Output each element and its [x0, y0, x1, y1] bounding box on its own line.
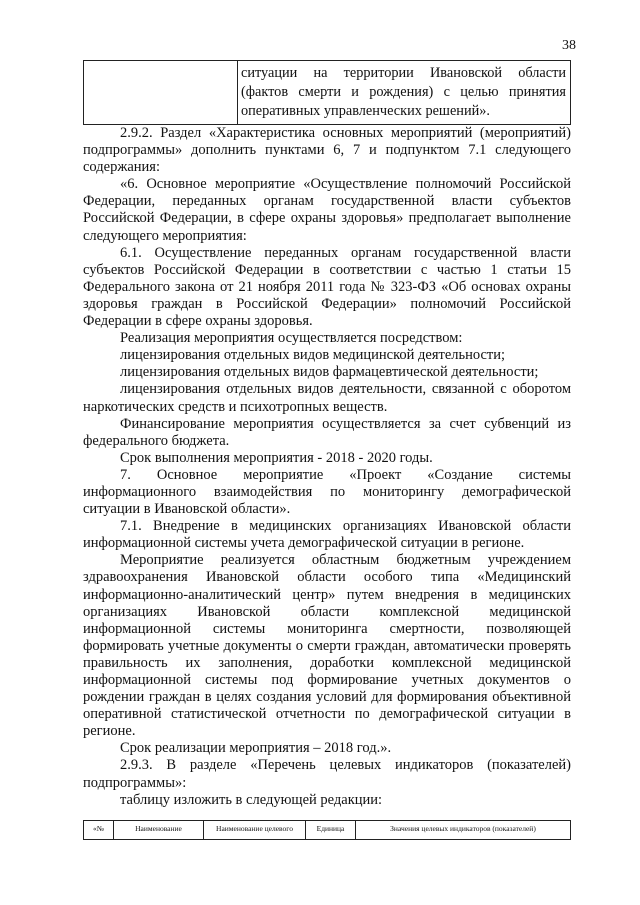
paragraph: лицензирования отдельных видов фармацевтической деятельности; [120, 364, 539, 381]
empty-cell [84, 61, 238, 125]
paragraph: 7. Основное мероприятие «Проект «Создание системы информационного взаимодействия по мониторингу демографической ситуации в Ивановской области». [83, 466, 571, 518]
paragraph: лицензирования отдельных видов медицинской деятельности; [120, 347, 506, 364]
paragraph: Срок реализации мероприятия – 2018 год.». [120, 740, 392, 757]
column-header-indicator-name: Наименование целевого [204, 821, 306, 840]
document-body [83, 125, 571, 809]
paragraph: 6.1. Осуществление переданных органам государственной власти субъектов Российской Федерации в соответствии с частью 1 статьи 15 Федерального закона от 21 ноября 2011 года № 323-ФЗ «Об основах охраны здоровья граждан в Российской Федерации» полномочий Российской Федерации в сфере охраны здоровья. [83, 244, 571, 330]
paragraph: таблицу изложить в следующей редакции: [120, 791, 383, 808]
paragraph: лицензирования отдельных видов деятельности, связанной с оборотом наркотических средств и психотропных веществ. [83, 381, 571, 415]
indicators-table-header [83, 820, 571, 840]
paragraph: Реализация мероприятия осуществляется посредством: [120, 330, 463, 347]
continuation-table [83, 60, 571, 125]
column-header-values: Значения целевых индикаторов (показателей) [356, 821, 571, 840]
paragraph: 2.9.3. В разделе «Перечень целевых индикаторов (показателей) подпрограммы»: [83, 757, 571, 791]
paragraph: Мероприятие реализуется областным бюджетным учреждением здравоохранения Ивановской области особого типа «Медицинский информационно-аналитический центр» путем внедрения в медицинских организациях Ивановской области комплексной медицинской информационной системы мониторинга смертности, позволяющей формировать учетные документы о смерти граждан, автоматически проверять правильность их заполнения, доработки комплексной медицинской информационной системы под формирование учетных документов о рождении граждан в целях создания условий для формирования объективной оперативной статистической отчетности по демографической ситуации в регионе. [83, 552, 571, 740]
column-header-unit: Единица [306, 821, 356, 840]
paragraph: Срок выполнения мероприятия - 2018 - 2020 годы. [120, 449, 433, 466]
table-cell-text: ситуации на территории Ивановской области (фактов смерти и рождения) с целью принятия оперативных управленческих решений». [238, 61, 571, 125]
paragraph: «6. Основное мероприятие «Осуществление полномочий Российской Федерации, переданных органам государственной власти субъектов Российской Федерации, в сфере охраны здоровья» предполагает выполнение следующего мероприятия: [83, 176, 571, 244]
column-header-name: Наименование [114, 821, 204, 840]
column-header-number: «№ [84, 821, 114, 840]
paragraph: Финансирование мероприятия осуществляется за счет субвенций из федерального бюджета. [83, 415, 571, 449]
paragraph: 7.1. Внедрение в медицинских организациях Ивановской области информационной системы учета демографической ситуации в регионе. [83, 518, 571, 552]
paragraph: 2.9.2. Раздел «Характеристика основных мероприятий (мероприятий) подпрограммы» дополнить пунктами 6, 7 и подпунктом 7.1 следующего содержания: [83, 125, 571, 176]
page-number: 38 [562, 38, 576, 53]
